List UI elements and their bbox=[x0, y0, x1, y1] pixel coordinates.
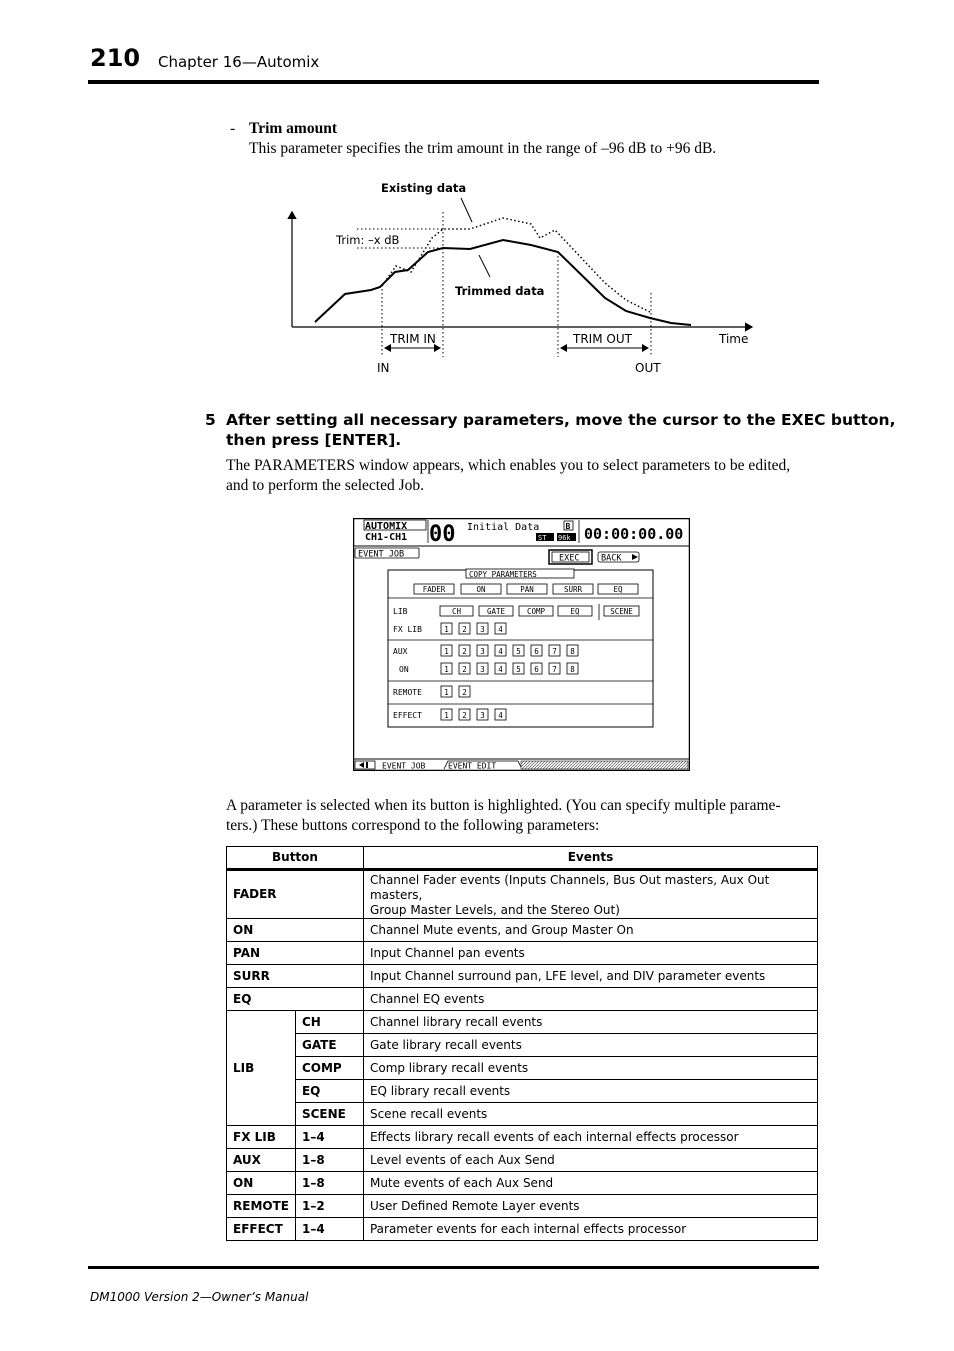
row-events: User Defined Remote Layer events bbox=[363, 1195, 817, 1218]
lcd-fxlib-btn-3-label: 3 bbox=[480, 625, 485, 634]
row-events: Input Channel surround pan, LFE level, and DIV parameter events bbox=[363, 965, 817, 988]
table-row bbox=[227, 965, 818, 988]
row-events: Gate library recall events bbox=[363, 1034, 817, 1057]
trim-bullet: - bbox=[230, 120, 236, 137]
lcd-aux-btn-5-label: 5 bbox=[516, 647, 521, 656]
row-button: EFFECT bbox=[227, 1218, 296, 1241]
row-sub: GATE bbox=[295, 1034, 363, 1057]
lcd-lib-btn-ch-label: CH bbox=[451, 607, 462, 616]
row-button: ON bbox=[227, 919, 364, 942]
header-rule bbox=[88, 80, 819, 84]
row-events: Input Channel pan events bbox=[363, 942, 817, 965]
row-button: ON bbox=[227, 1172, 296, 1195]
trim-title: Trim amount bbox=[249, 120, 337, 137]
chapter-title: Chapter 16—Automix bbox=[158, 53, 320, 71]
lcd-data-name: Initial Data bbox=[467, 522, 540, 533]
lcd-lib-btn-gate-label: GATE bbox=[486, 607, 506, 616]
row-sub: 1–8 bbox=[295, 1149, 363, 1172]
row-sub: 1–4 bbox=[295, 1126, 363, 1149]
lcd-effect-label: EFFECT bbox=[393, 711, 422, 720]
lcd-time: 00:00:00.00 bbox=[584, 525, 684, 543]
row-sub: 1–2 bbox=[295, 1195, 363, 1218]
table-row bbox=[227, 1126, 818, 1149]
table-row bbox=[227, 1057, 818, 1080]
lcd-fxlib-label: FX LIB bbox=[393, 625, 422, 634]
row-button: REMOTE bbox=[227, 1195, 296, 1218]
lcd-effect-btn-2-label: 2 bbox=[462, 711, 467, 720]
paragraph-line-1: A parameter is selected when its button is highlighted. (You can specify multiple parame- bbox=[226, 797, 781, 814]
time-label: Time bbox=[719, 332, 749, 346]
lcd-btn-eq-label: EQ bbox=[613, 585, 623, 594]
row-events: Scene recall events bbox=[363, 1103, 817, 1126]
lcd-remote-btn-1-label: 1 bbox=[444, 688, 449, 697]
footer-text: DM1000 Version 2—Owner’s Manual bbox=[90, 1290, 309, 1304]
lcd-fxlib-btn-4-label: 4 bbox=[498, 625, 503, 634]
trim-description: This parameter specifies the trim amount in the range of –96 dB to +96 dB. bbox=[249, 140, 717, 157]
row-button: FADER bbox=[227, 870, 364, 919]
row-events: EQ library recall events bbox=[363, 1080, 817, 1103]
row-sub: 1–4 bbox=[295, 1218, 363, 1241]
row-sub: CH bbox=[295, 1011, 363, 1034]
row-events: Channel Mute events, and Group Master On bbox=[363, 919, 817, 942]
lcd-aux-btn-2-label: 2 bbox=[462, 647, 467, 656]
table-header-button: Button bbox=[227, 847, 364, 870]
trim-diagram bbox=[270, 175, 770, 390]
lcd-btn-fader-label: FADER bbox=[422, 585, 446, 594]
table-row bbox=[227, 988, 818, 1011]
table-row bbox=[227, 1011, 818, 1034]
lcd-effect-btn-4-label: 4 bbox=[498, 711, 503, 720]
lcd-tab-event-job[interactable]: EVENT JOB bbox=[382, 761, 426, 771]
in-label: IN bbox=[377, 361, 390, 375]
table-row bbox=[227, 1195, 818, 1218]
lcd-lib-btn-scene-label: SCENE bbox=[610, 607, 633, 616]
lcd-copy-params: COPY PARAMETERS bbox=[469, 570, 537, 579]
lcd-remote-label: REMOTE bbox=[393, 688, 422, 697]
lcd-exec-button[interactable]: EXEC bbox=[559, 553, 580, 564]
row-events: Channel library recall events bbox=[363, 1011, 817, 1034]
lcd-on-btn-3-label: 3 bbox=[480, 665, 485, 674]
lcd-on-btn-5-label: 5 bbox=[516, 665, 521, 674]
lcd-btn-surr-label: SURR bbox=[563, 585, 583, 594]
row-events: Effects library recall events of each internal effects processor bbox=[363, 1126, 817, 1149]
row-button: EQ bbox=[227, 988, 364, 1011]
lcd-rate: 96k bbox=[558, 534, 571, 542]
row-events: Parameter events for each internal effects processor bbox=[363, 1218, 817, 1241]
lcd-effect-btn-1-label: 1 bbox=[444, 711, 449, 720]
table-row bbox=[227, 1034, 818, 1057]
paragraph-line-2: ters.) These buttons correspond to the following parameters: bbox=[226, 817, 600, 834]
footer-rule bbox=[88, 1266, 819, 1269]
step-line-2: then press [ENTER]. bbox=[226, 431, 402, 449]
lcd-aux-btn-3-label: 3 bbox=[480, 647, 485, 656]
step-line-1: After setting all necessary parameters, move the cursor to the EXEC button, bbox=[226, 411, 896, 429]
lcd-tab-event-edit[interactable]: EVENT EDIT bbox=[448, 761, 497, 771]
step-desc-1: The PARAMETERS window appears, which enables you to select parameters to be edited, bbox=[226, 457, 791, 474]
lcd-on-btn-2-label: 2 bbox=[462, 665, 467, 674]
lcd-aux-btn-4-label: 4 bbox=[498, 647, 503, 656]
lcd-aux-btn-7-label: 7 bbox=[552, 647, 557, 656]
lcd-on-btn-7-label: 7 bbox=[552, 665, 557, 674]
table-row bbox=[227, 1172, 818, 1195]
trim-in-label: TRIM IN bbox=[390, 332, 436, 346]
lcd-on-btn-1-label: 1 bbox=[444, 665, 449, 674]
lcd-aux-btn-6-label: 6 bbox=[534, 647, 539, 656]
lcd-back-button[interactable]: BACK bbox=[601, 553, 622, 564]
lcd-remote-btn-2-label: 2 bbox=[462, 688, 467, 697]
row-sub: SCENE bbox=[295, 1103, 363, 1126]
row-button: FX LIB bbox=[227, 1126, 296, 1149]
lcd-number: 00 bbox=[429, 522, 456, 547]
trimmed-data-line bbox=[315, 240, 691, 325]
row-events: Level events of each Aux Send bbox=[363, 1149, 817, 1172]
lcd-st: ST bbox=[538, 534, 547, 542]
trim-out-label: TRIM OUT bbox=[573, 332, 632, 346]
table-row bbox=[227, 1103, 818, 1126]
lcd-on-btn-6-label: 6 bbox=[534, 665, 539, 674]
lcd-btn-on-label: ON bbox=[476, 585, 486, 594]
row-events bbox=[363, 870, 817, 919]
existing-pointer bbox=[461, 198, 472, 222]
out-label: OUT bbox=[635, 361, 661, 375]
table-row bbox=[227, 942, 818, 965]
lcd-title: AUTOMIX bbox=[365, 521, 408, 532]
lcd-aux-btn-8-label: 8 bbox=[570, 647, 575, 656]
lcd-lib-label: LIB bbox=[393, 607, 408, 616]
lcd-effect-btn-3-label: 3 bbox=[480, 711, 485, 720]
row-sub: COMP bbox=[295, 1057, 363, 1080]
trimmed-pointer bbox=[479, 255, 490, 277]
lcd-aux-label: AUX bbox=[393, 647, 408, 656]
lcd-on-btn-8-label: 8 bbox=[570, 665, 575, 674]
lcd-on-btn-4-label: 4 bbox=[498, 665, 503, 674]
table-row bbox=[227, 1218, 818, 1241]
table-header-events: Events bbox=[363, 847, 817, 870]
lcd-lib-btn-eq-label: EQ bbox=[570, 607, 580, 616]
step-number: 5 bbox=[205, 411, 216, 429]
lcd-fxlib-btn-2-label: 2 bbox=[462, 625, 467, 634]
page-number: 210 bbox=[90, 44, 141, 72]
table-row bbox=[227, 1080, 818, 1103]
row-events: Channel EQ events bbox=[363, 988, 817, 1011]
table-row bbox=[227, 919, 818, 942]
step-desc-2: and to perform the selected Job. bbox=[226, 477, 424, 494]
lcd-flag: B bbox=[565, 522, 571, 531]
trimmed-data-label: Trimmed data bbox=[455, 284, 545, 298]
row-sub: 1–8 bbox=[295, 1172, 363, 1195]
lcd-fxlib-btn-1-label: 1 bbox=[444, 625, 449, 634]
lcd-event-job: EVENT JOB bbox=[358, 549, 405, 560]
row-button: SURR bbox=[227, 965, 364, 988]
table-row bbox=[227, 1149, 818, 1172]
row-events: Comp library recall events bbox=[363, 1057, 817, 1080]
row-events: Mute events of each Aux Send bbox=[363, 1172, 817, 1195]
lcd-aux-btn-1-label: 1 bbox=[444, 647, 449, 656]
row-button: PAN bbox=[227, 942, 364, 965]
lcd-channel: CH1-CH1 bbox=[365, 532, 408, 543]
row-button: AUX bbox=[227, 1149, 296, 1172]
lcd-screen bbox=[353, 518, 690, 771]
lcd-lib-btn-comp-label: COMP bbox=[526, 607, 546, 616]
lcd-on-label: ON bbox=[399, 665, 409, 674]
table-row bbox=[227, 870, 818, 919]
lcd-btn-pan-label: PAN bbox=[520, 585, 534, 594]
row-button: LIB bbox=[227, 1011, 296, 1126]
row-sub: EQ bbox=[295, 1080, 363, 1103]
row-events-line: Group Master Levels, and the Stereo Out) bbox=[369, 903, 620, 917]
existing-data-label: Existing data bbox=[381, 181, 467, 195]
events-table bbox=[226, 846, 818, 1241]
row-events-line: Channel Fader events (Inputs Channels, Bus Out masters, Aux Out masters, bbox=[369, 873, 770, 902]
trim-x-label: Trim: –x dB bbox=[336, 233, 400, 247]
